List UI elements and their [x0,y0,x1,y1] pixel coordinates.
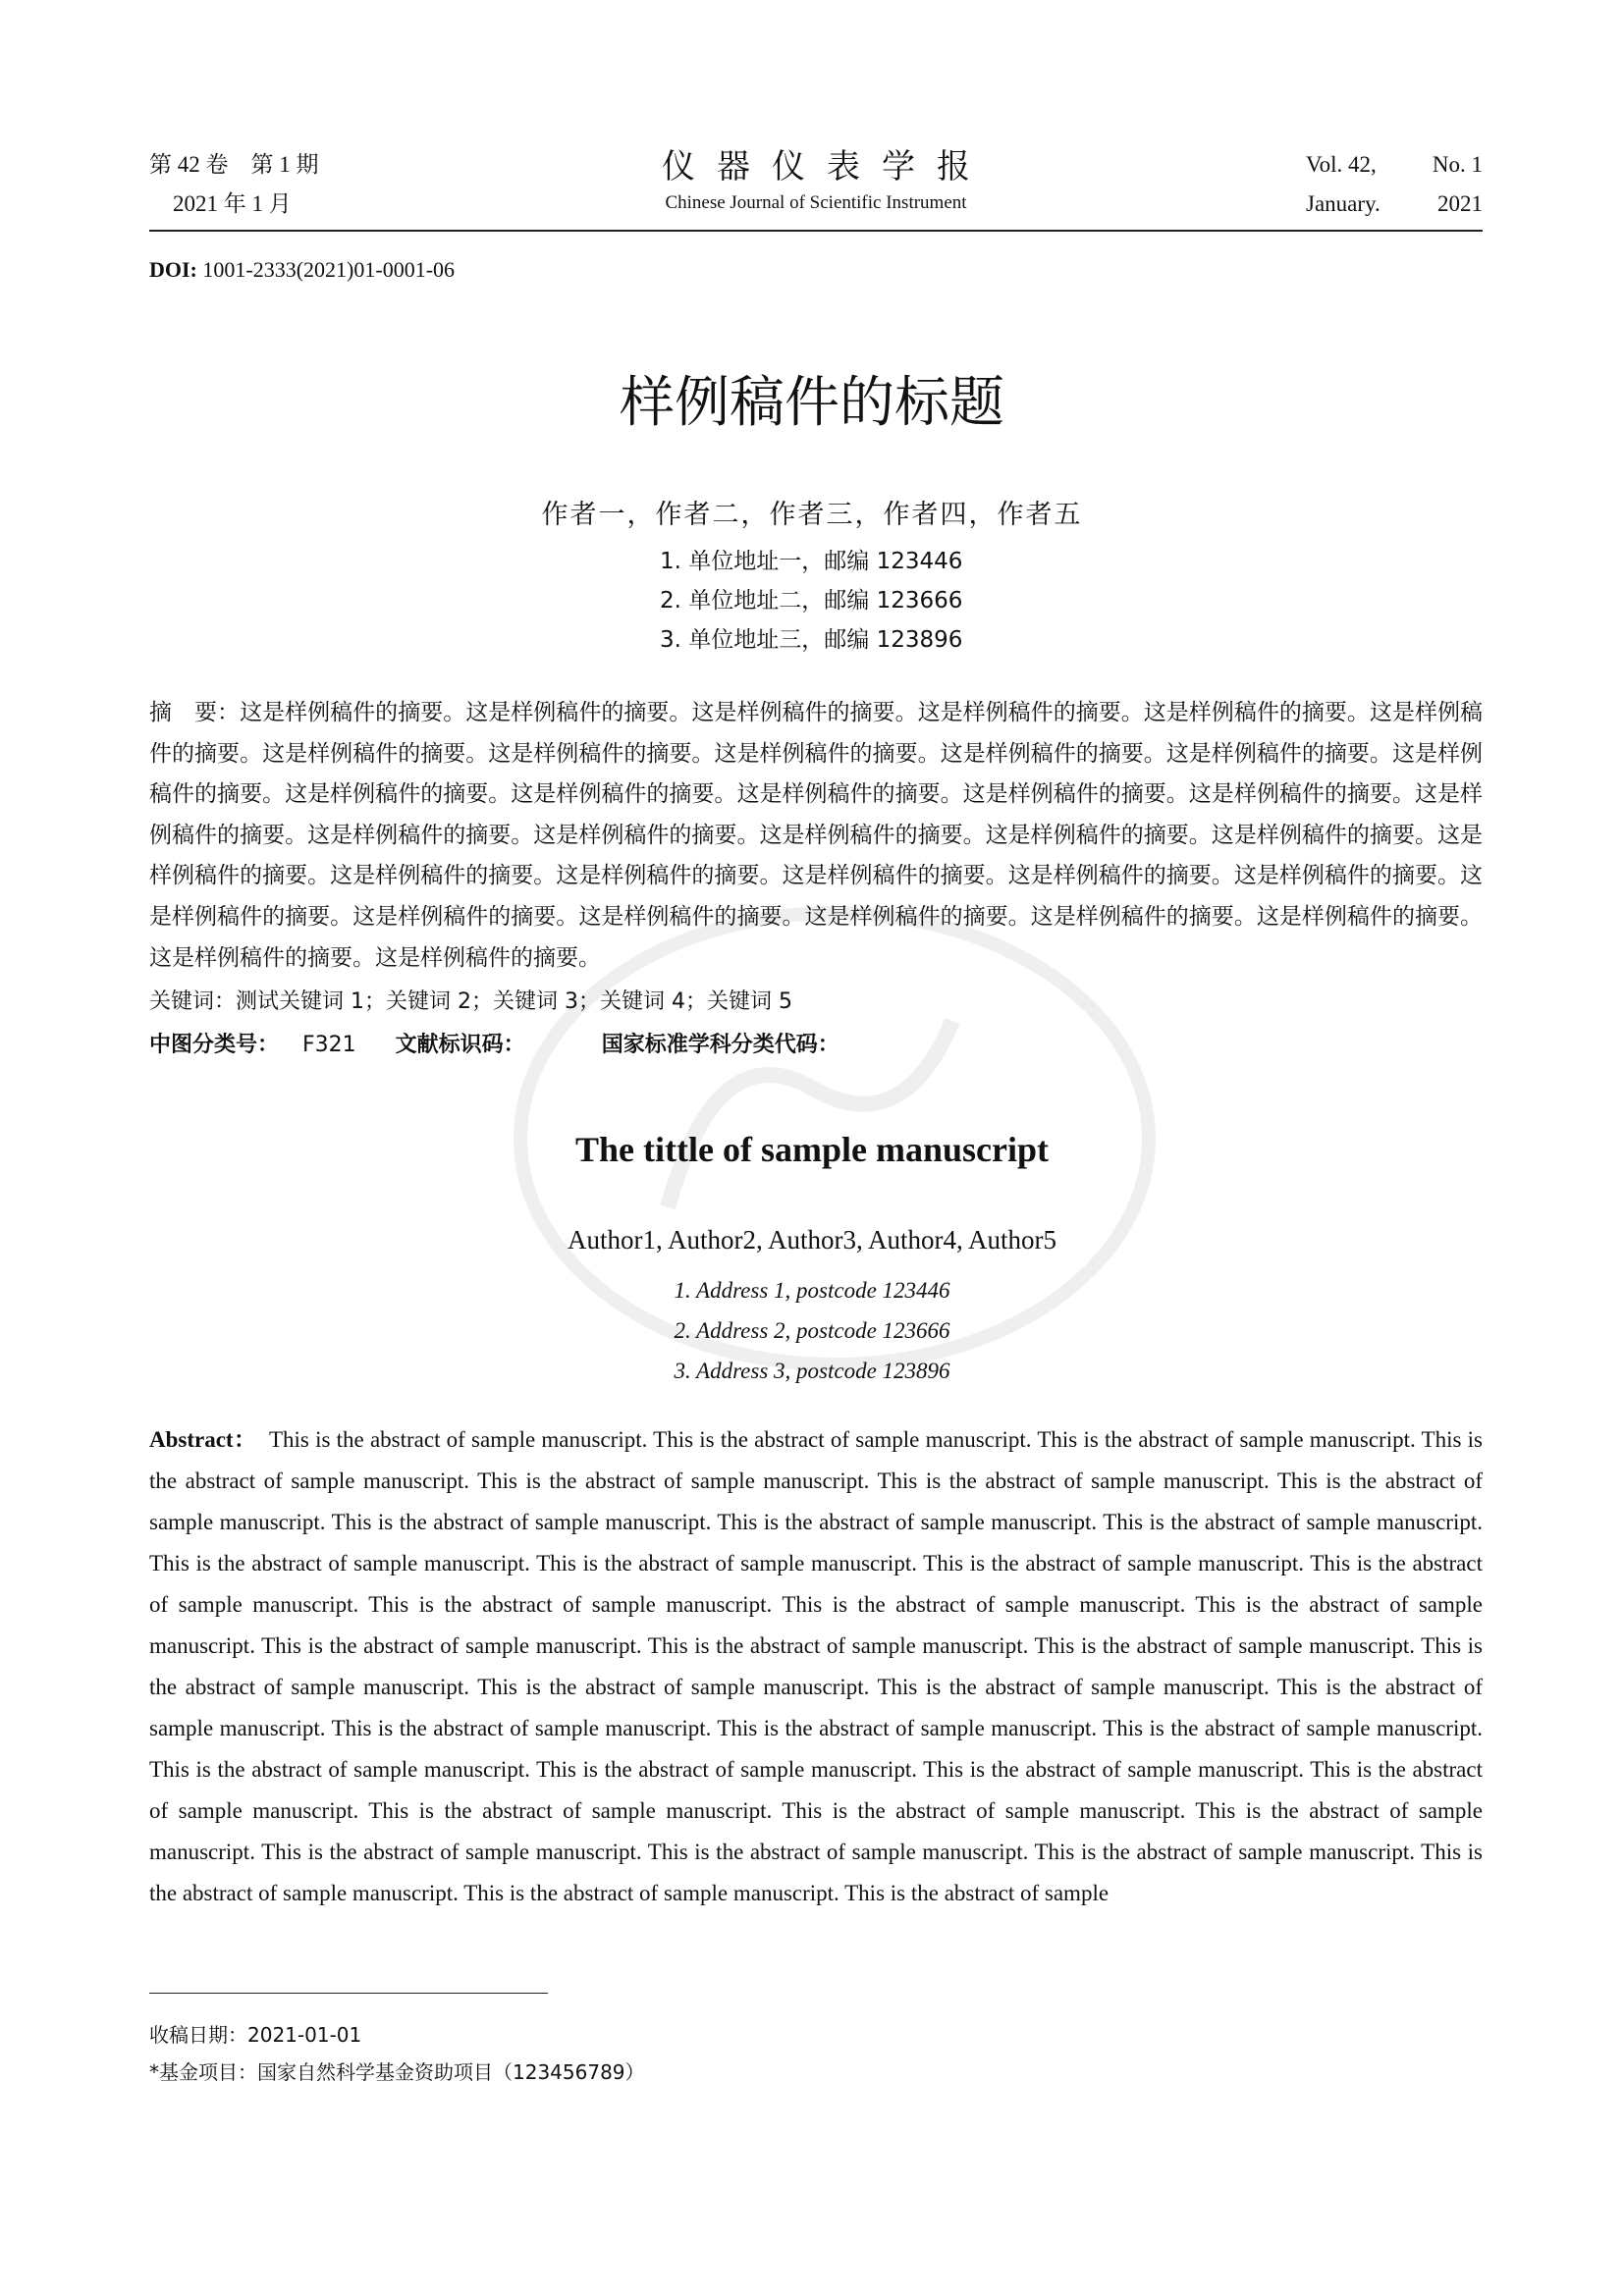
abstract-en [149,1419,1483,1914]
abstract-en-label: Abstract： [149,1427,257,1452]
fund-project: *基金项目：国家自然科学基金资助项目（123456789） [149,2060,645,2084]
header-center [149,145,1483,218]
doi-label: DOI: [149,257,197,282]
authors-cn: 作者一，作者二，作者三，作者四，作者五 [541,500,1083,530]
clc-label: 中图分类号： [149,1033,280,1057]
header-right [1306,145,1483,224]
month-en: January. [1306,191,1380,216]
journal-header [149,145,1483,232]
year-en: 2021 [1437,191,1483,216]
footnote-divider [149,1993,548,1994]
authors-en: Author1, Author2, Author3, Author4, Author5 [568,1225,1056,1255]
affiliation-cn-item: 2. 单位地址二，邮编 123666 [660,588,963,614]
abstract-cn: 摘 要：这是样例稿件的摘要。这是样例稿件的摘要。这是样例稿件的摘要。这是样例稿件的摘要。这是样例稿件的摘要。这是样例稿件的摘要。这是样例稿件的摘要。这是样例稿件的摘要。这是样例稿件的摘要。这是样例稿件的摘要。这是样例稿件的摘要。这是样例稿件的摘要。这是样例稿件的摘要。这是样例稿件的摘要。这是样例稿件的摘要。这是样例稿件的摘要。这是样例稿件的摘要。这是样例稿件的摘要。这是样例稿件的摘要。这是样例稿件的摘要。这是样例稿件的摘要。这是样例稿件的摘要。这是样例稿件的摘要。这是样例稿件的摘要。这是样例稿件的摘要。这是样例稿件的摘要。这是样例稿件的摘要。这是样例稿件的摘要。这是样例稿件的摘要。这是样例稿件的摘要。这是样例稿件的摘要。这是样例稿件的摘要。这是样例稿件的摘要。这是样例稿件的摘要。这是样例稿件的摘要。这是样例稿件的摘要。这是样例稿件的摘要。 [149,700,1483,971]
issue-en: No. 1 [1432,152,1483,177]
affiliation-cn-item: 3. 单位地址三，邮编 123896 [660,627,963,653]
journal-name-en: Chinese Journal of Scientific Instrument [665,192,967,213]
affiliation-en-item: 2. Address 2, postcode 123666 [674,1318,950,1343]
affiliation-cn-item: 1. 单位地址一，邮编 123446 [660,549,963,574]
title-cn: 样例稿件的标题 [620,371,1004,435]
doi-value: 1001-2333(2021)01-0001-06 [202,257,456,282]
doi-line [149,257,455,283]
discipline-code-label: 国家标准学科分类代码： [601,1033,839,1057]
affiliation-en-item: 3. Address 3, postcode 123896 [674,1359,950,1383]
affiliations-cn [660,542,962,660]
keywords-cn: 关键词：测试关键词 1；关键词 2；关键词 3；关键词 4；关键词 5 [149,989,792,1014]
classification-line [149,1028,839,1058]
journal-name-cn: 仪器仪表学报 [662,147,992,187]
volume-en: Vol. 42, [1306,152,1377,177]
footnotes [149,2016,645,2091]
received-date: 收稿日期：2021-01-01 [149,2023,362,2047]
doc-code-label: 文献标识码： [395,1033,525,1057]
affiliation-en-item: 1. Address 1, postcode 123446 [674,1278,950,1303]
date-cn: 2021 年 1 月 [173,191,292,216]
volume-issue-cn: 第 42 卷 第 1 期 [149,152,319,177]
abstract-en-text: This is the abstract of sample manuscript. This is the abstract of sample manuscript. This is the abstract of sample manuscript. This is the abstract of sample manuscript. This is the abstract of sample manuscript. This is the abstract of sample manuscript. This is the abstract of sample manuscript. This is the abstract of sample manuscript. This is the abstract of sample manuscript. This is the abstract of sample manuscript. This is the abstract of sample manuscript. This is the abstract of sample manuscript. This is the abstract of sample manuscript. This is the abstract of sample manuscript. This is the abstract of sample manuscript. This is the abstract of sample manuscript. This is the abstract of sample manuscript. This is the abstract of sample manuscript. This is the abstract of sample manuscript. This is the abstract of sample manuscript. This is the abstract of sample manuscript. This is the abstract of sample manuscript. This is the abstract of sample manuscript. This is the abstract of sample manuscript. This is the abstract of sample manuscript. This is the abstract of sample manuscript. This is the abstract of sample manuscript. This is the abstract of sample manuscript. This is the abstract of sample manuscript. This is the abstract of sample manuscript. This is the abstract of sample manuscript. This is the abstract of sample manuscript. This is the abstract of sample manuscript. This is the abstract of sample manuscript. This is the abstract of sample manuscript. This is the abstract of sample manuscript. This is the abstract of sample manuscript. This is the abstract of sample manuscript. This is the abstract of sample manuscript. This is the abstract of sample [149,1427,1483,1905]
clc-value: F321 [302,1033,356,1057]
title-en: The tittle of sample manuscript [575,1130,1049,1169]
affiliations-en [0,1270,1624,1391]
